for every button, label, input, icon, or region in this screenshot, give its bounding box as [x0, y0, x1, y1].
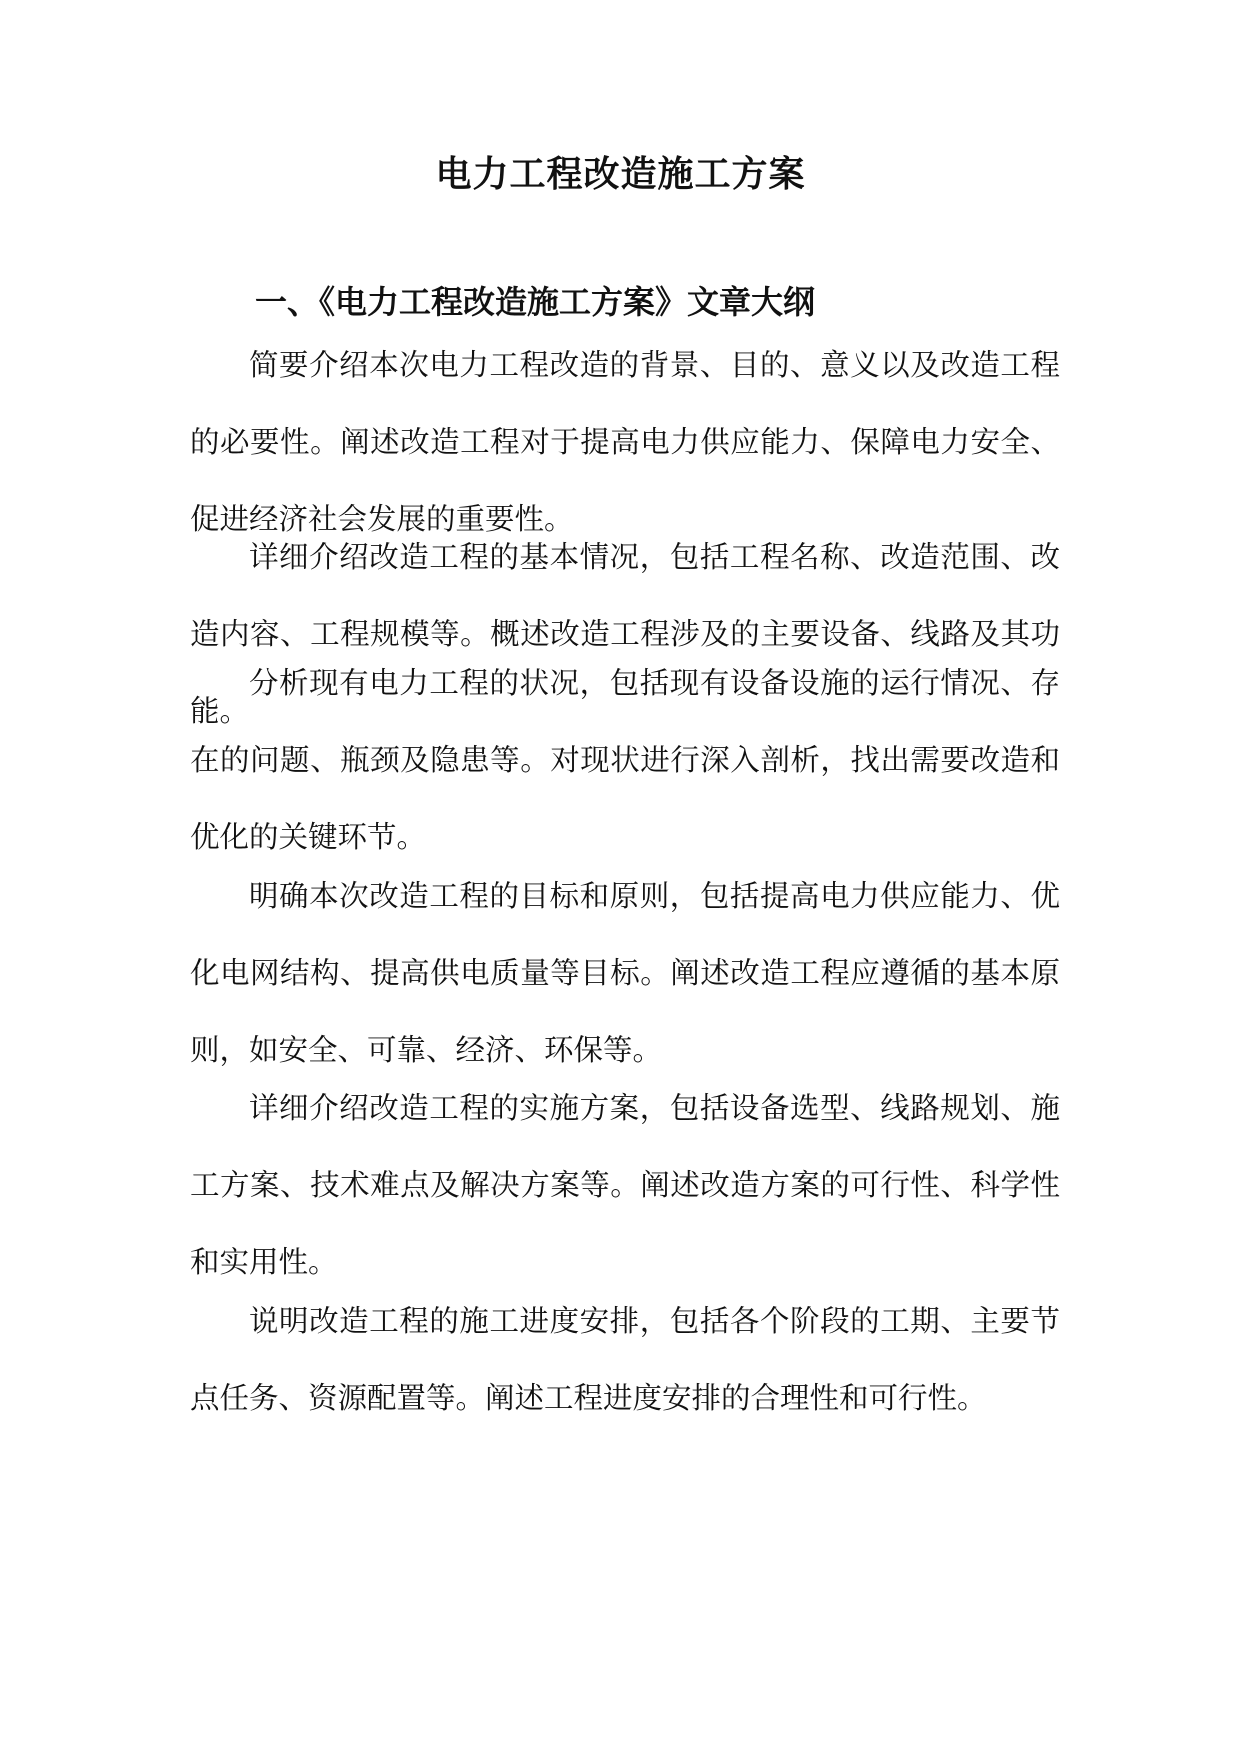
paragraph-goals-principles: 明确本次改造工程的目标和原则，包括提高电力供应能力、优化电网结构、提高供电质量等目标。阐述改造工程应遵循的基本原则，如安全、可靠、经济、环保等。	[190, 879, 1060, 1067]
paragraph-schedule: 说明改造工程的施工进度安排，包括各个阶段的工期、主要节点任务、资源配置等。阐述工程进度安排的合理性和可行性。	[190, 1304, 1060, 1415]
page-title: 电力工程改造施工方案	[435, 153, 806, 195]
paragraph-overview: 详细介绍改造工程的基本情况，包括工程名称、改造范围、改造内容、工程规模等。概述改造工程涉及的主要设备、线路及其功能。	[190, 540, 1060, 728]
section-heading: 一、《电力工程改造施工方案》文章大纲	[255, 283, 816, 321]
paragraph-implementation: 详细介绍改造工程的实施方案，包括设备选型、线路规划、施工方案、技术难点及解决方案等。阐述改造方案的可行性、科学性和实用性。	[190, 1091, 1060, 1279]
paragraph-background: 简要介绍本次电力工程改造的背景、目的、意义以及改造工程的必要性。阐述改造工程对于提高电力供应能力、保障电力安全、促进经济社会发展的重要性。	[190, 348, 1060, 536]
paragraph-current-status: 分析现有电力工程的状况，包括现有设备设施的运行情况、存在的问题、瓶颈及隐患等。对现状进行深入剖析，找出需要改造和优化的关键环节。	[190, 666, 1060, 854]
